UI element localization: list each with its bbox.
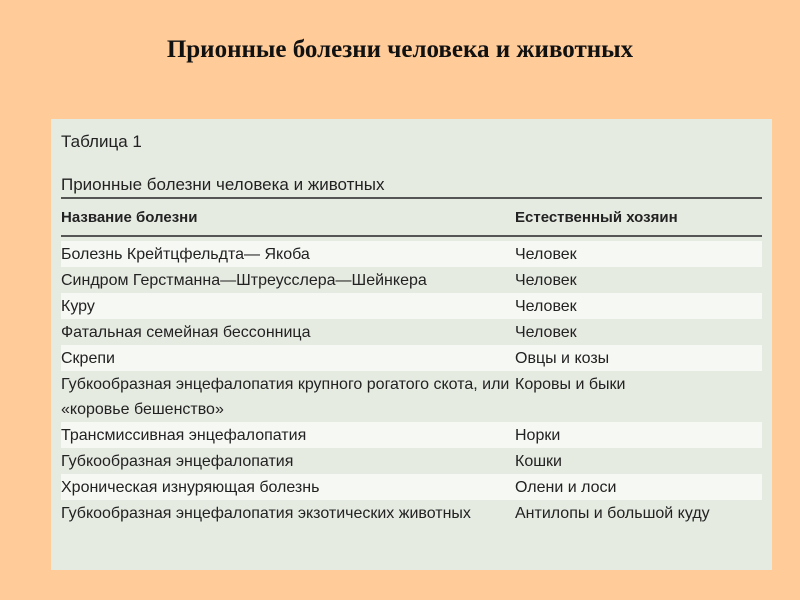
disease-cell: Губкообразная энцефалопатия экзотических животных — [61, 505, 471, 522]
disease-cell: Губкообразная энцефалопатия — [61, 453, 294, 470]
header-disease-name: Название болезни — [61, 208, 198, 226]
table-body — [61, 241, 762, 526]
disease-cell: Трансмиссивная энцефалопатия — [61, 427, 307, 444]
disease-cell: Куру — [61, 298, 95, 315]
host-cell: Олени и лоси — [515, 479, 617, 496]
disease-cell: Болезнь Крейтцфельдта— Якоба — [61, 246, 310, 263]
host-cell: Человек — [515, 324, 577, 341]
host-cell: Норки — [515, 427, 561, 444]
disease-cell: Хроническая изнуряющая болезнь — [61, 479, 320, 496]
disease-cell: Синдром Герстманна—Штреусслера—Шейнкера — [61, 272, 427, 289]
table-row — [61, 448, 762, 474]
disease-cell: Скрепи — [61, 350, 115, 367]
table-row — [61, 474, 762, 500]
table-row — [61, 371, 762, 422]
header-natural-host: Естественный хозяин — [515, 208, 678, 226]
host-cell: Антилопы и большой куду — [515, 505, 710, 522]
host-cell: Человек — [515, 246, 577, 263]
disease-cell: Фатальная семейная бессонница — [61, 324, 311, 341]
table-row — [61, 345, 762, 371]
table-caption-number: Таблица 1 — [61, 132, 142, 151]
host-cell: Человек — [515, 272, 577, 289]
table-row — [61, 500, 762, 526]
slide-title: Прионные болезни человека и животных — [166, 36, 634, 63]
host-cell: Коровы и быки — [515, 376, 626, 393]
prion-table-image — [51, 119, 772, 570]
table-row — [61, 293, 762, 319]
table-row — [61, 241, 762, 267]
table-header-row — [61, 199, 762, 235]
table-row — [61, 422, 762, 448]
table-caption-title: Прионные болезни человека и животных — [61, 175, 385, 194]
table-row — [61, 267, 762, 293]
disease-cell: Губкообразная энцефалопатия крупного рогатого скота, или «коровье бешенство» — [61, 376, 510, 418]
host-cell: Кошки — [515, 453, 562, 470]
host-cell: Овцы и козы — [515, 350, 610, 367]
table-row — [61, 319, 762, 345]
host-cell: Человек — [515, 298, 577, 315]
table-header-rule — [61, 235, 762, 237]
